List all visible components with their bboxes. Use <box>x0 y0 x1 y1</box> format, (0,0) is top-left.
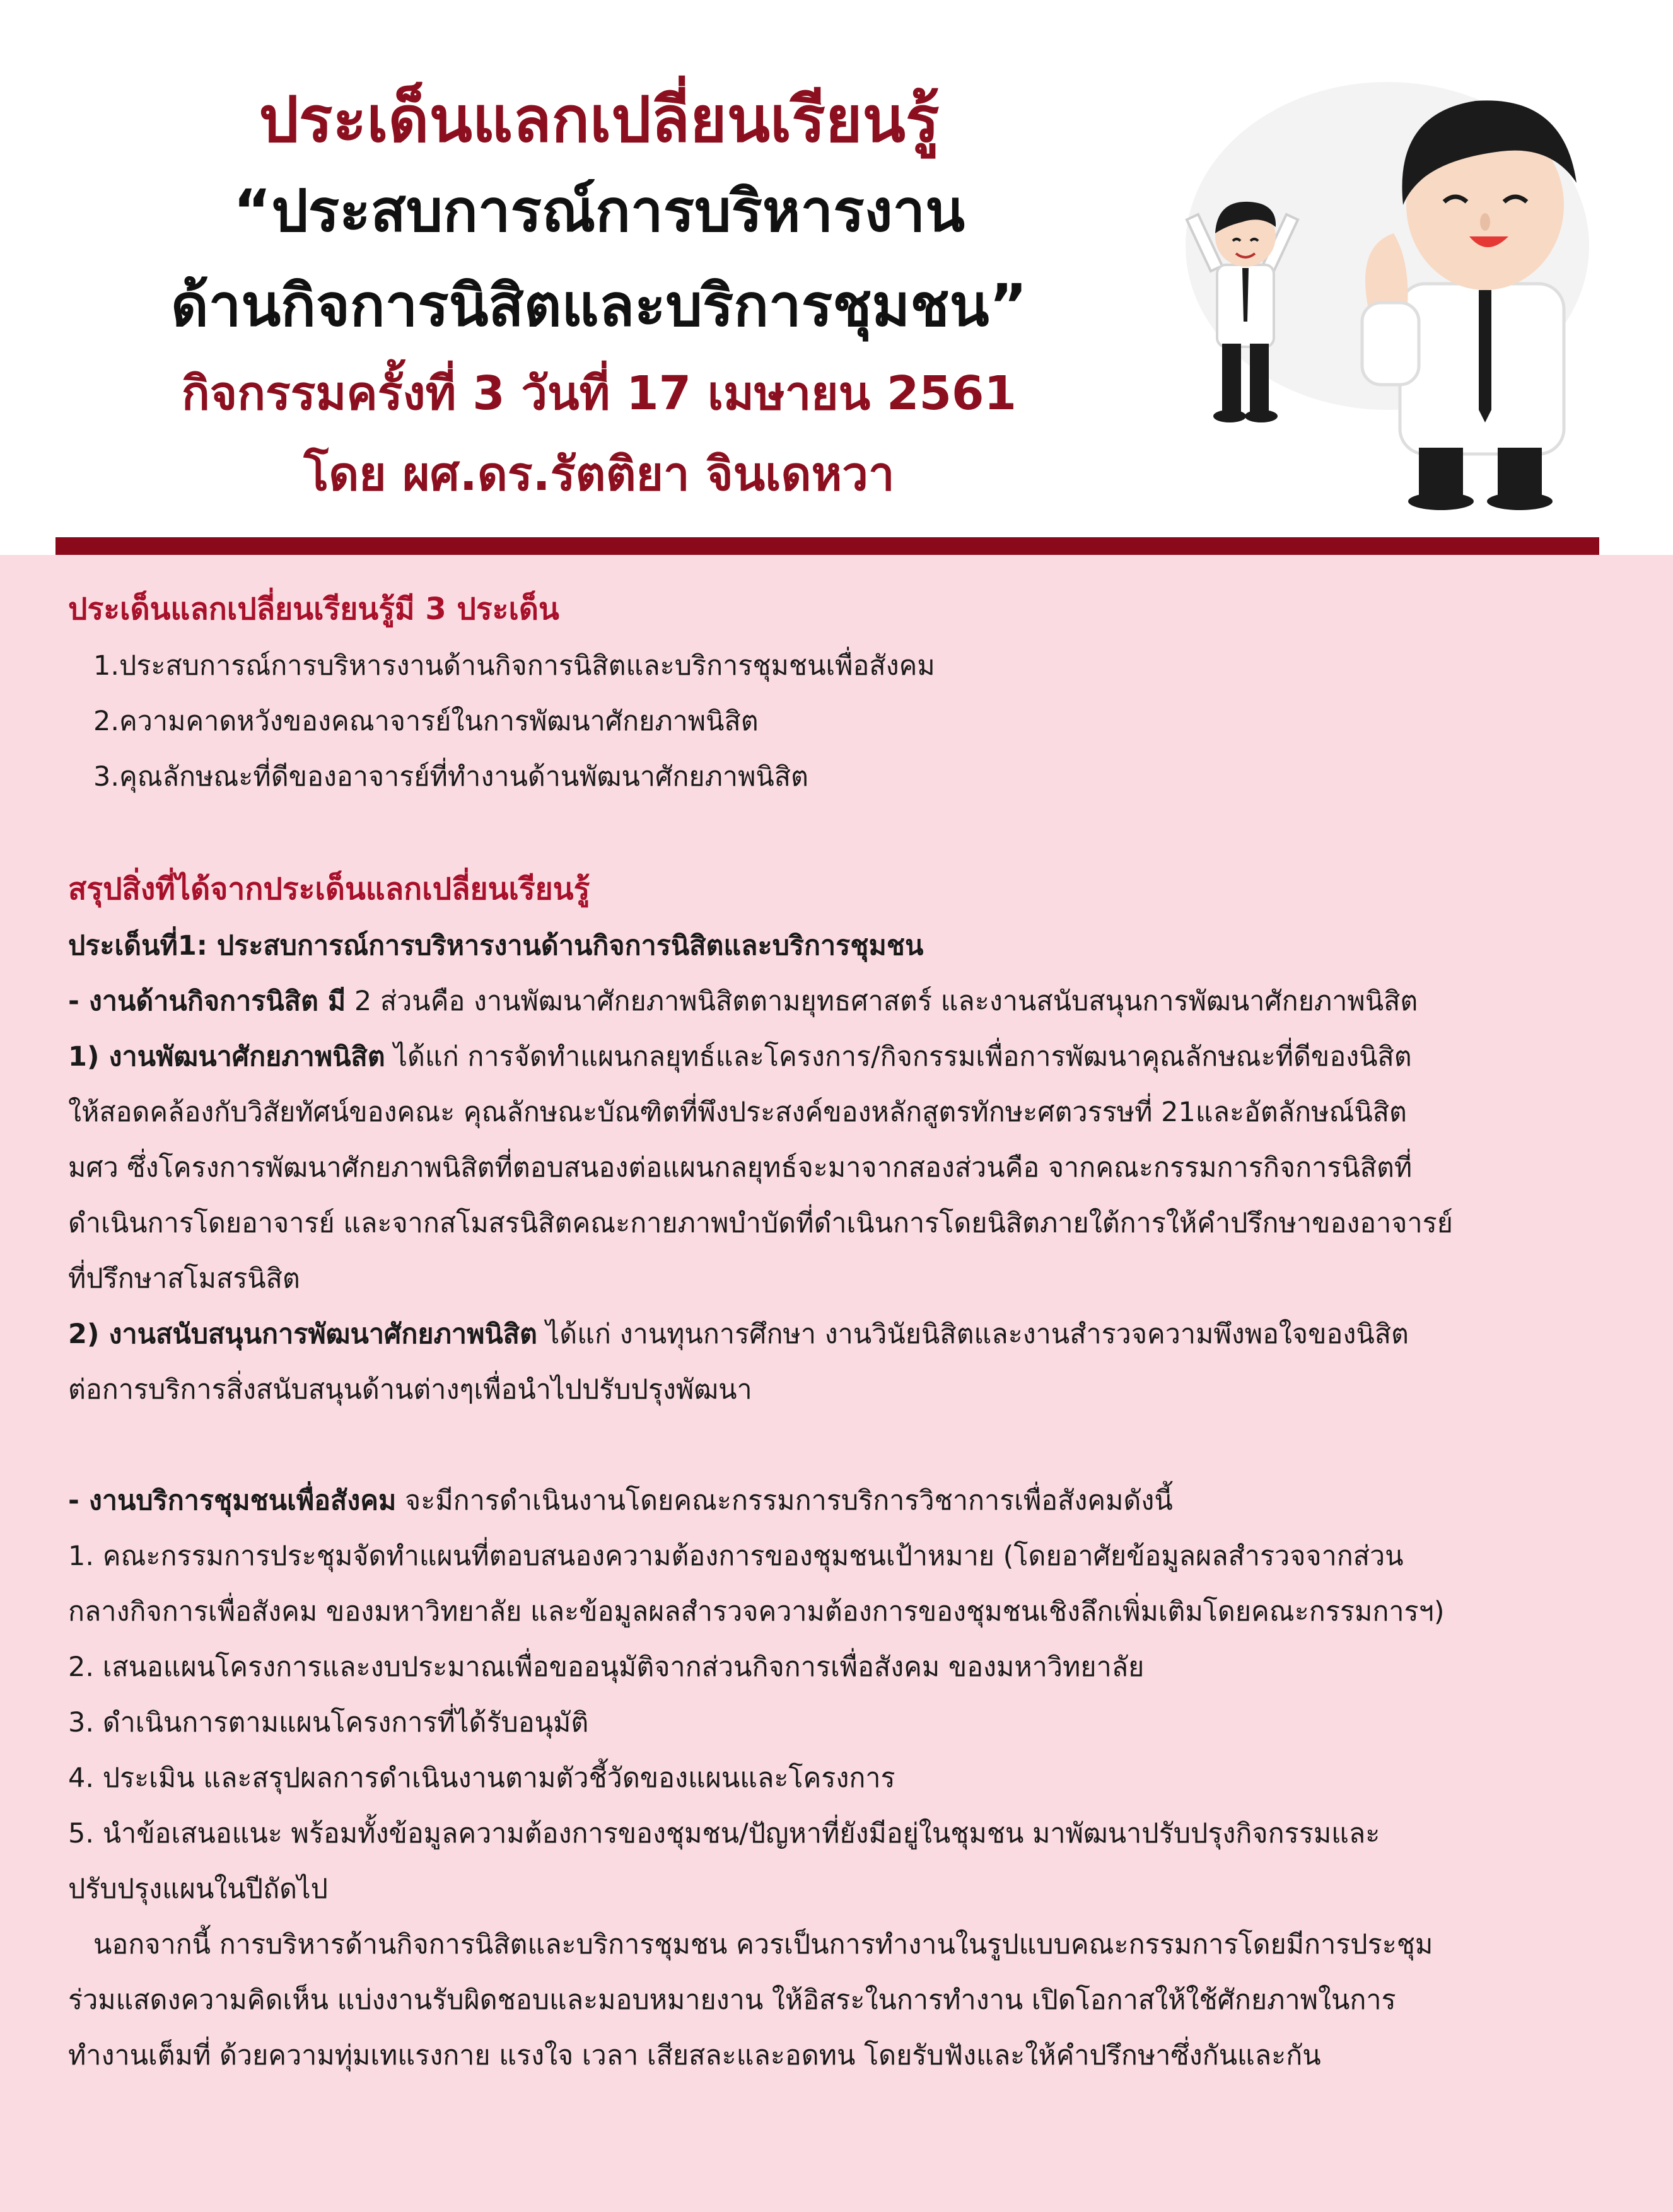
closing-line: นอกจากนี้ การบริหารด้านกิจการนิสิตและบริการชุมชน ควรเป็นการทำงานในรูปแบบคณะกรรมการโดยมีการประชุม <box>93 1929 1433 1960</box>
content-panel <box>0 555 1673 2212</box>
development-text: ได้แก่ การจัดทำแผนกลยุทธ์และโครงการ/กิจกรรมเพื่อการพัฒนาคุณลักษณะที่ดีของนิสิต <box>385 1041 1412 1073</box>
community-lead <box>68 1473 1619 1528</box>
community-step: 3. ดำเนินการตามแผนโครงการที่ได้รับอนุมัติ <box>68 1707 589 1738</box>
student-affairs-text: 2 ส่วนคือ งานพัฒนาศักยภาพนิสิตตามยุทธศาสตร์ และงานสนับสนุนการพัฒนาศักยภาพนิสิต <box>346 986 1418 1017</box>
paragraph-line: มศว ซึ่งโครงการพัฒนาศักยภาพนิสิตที่ตอบสนองต่อแผนกลยุทธ์จะมาจากสองส่วนคือ จากคณะกรรมการกิจการนิสิตที่ <box>68 1152 1413 1184</box>
paragraph-line: ต่อการบริการสิ่งสนับสนุนด้านต่างๆเพื่อนำไปปรับปรุงพัฒนา <box>68 1374 752 1406</box>
community-step: ปรับปรุงแผนในปีถัดไป <box>68 1873 328 1905</box>
student-affairs-label: - งานด้านกิจการนิสิต มี <box>68 986 346 1017</box>
section-divider <box>55 537 1599 555</box>
student-affairs-lead <box>68 974 1619 1029</box>
paragraph-line: ที่ปรึกษาสโมสรนิสิต <box>68 1263 300 1295</box>
community-step: 2. เสนอแผนโครงการและงบประมาณเพื่อขออนุมัติจากส่วนกิจการเพื่อสังคม ของมหาวิทยาลัย <box>68 1651 1145 1683</box>
community-step: 4. ประเมิน และสรุปผลการดำเนินงานตามตัวชี้วัดของแผนและโครงการ <box>68 1762 895 1794</box>
development-paragraph <box>68 1029 1619 1085</box>
community-step: กลางกิจการเพื่อสังคม ของมหาวิทยาลัย และข้อมูลผลสำรวจความต้องการของชุมชนเชิงลึกเพิ่มเติมโดยคณะกรรมการฯ) <box>68 1596 1445 1627</box>
paragraph-line: ให้สอดคล้องกับวิสัยทัศน์ของคณะ คุณลักษณะบัณฑิตที่พึงประสงค์ของหลักสูตรทักษะศตวรรษที่ 21และอัตลักษณ์นิสิต <box>68 1097 1407 1128</box>
topic-item: 3.คุณลักษณะที่ดีของอาจารย์ที่ทำงานด้านพัฒนาศักยภาพนิสิต <box>93 761 808 793</box>
closing-line: ทำงานเต็มที่ ด้วยความทุ่มเทแรงกาย แรงใจ เวลา เสียสละและอดทน โดยรับฟังและให้คำปรึกษาซึ่งกันและกัน <box>68 2040 1321 2071</box>
support-label: 2) งานสนับสนุนการพัฒนาศักยภาพนิสิต <box>68 1318 537 1350</box>
issue-1-heading: ประเด็นที่1: ประสบการณ์การบริหารงานด้านกิจการนิสิตและบริการชุมชน <box>68 930 924 962</box>
topic-item: 1.ประสบการณ์การบริหารงานด้านกิจการนิสิตและบริการชุมชนเพื่อสังคม <box>93 650 935 682</box>
support-text: ได้แก่ งานทุนการศึกษา งานวินัยนิสิตและงานสำรวจความพึงพอใจของนิสิต <box>537 1318 1409 1350</box>
support-paragraph <box>68 1307 1619 1362</box>
community-label: - งานบริการชุมชนเพื่อสังคม <box>68 1485 397 1516</box>
subtitle-line-2: ด้านกิจการนิสิตและบริการชุมชน” <box>170 272 1028 339</box>
community-text: จะมีการดำเนินงานโดยคณะกรรมการบริการวิชาการเพื่อสังคมดังนี้ <box>396 1485 1173 1516</box>
header <box>0 0 1673 539</box>
speaker-name: โดย ผศ.ดร.รัตติยา จินเดหวา <box>303 447 895 501</box>
activity-date: กิจกรรมครั้งที่ 3 วันที่ 17 เมษายน 2561 <box>182 366 1017 421</box>
community-step: 5. นำข้อเสนอแนะ พร้อมทั้งข้อมูลความต้องการของชุมชน/ปัญหาที่ยังมีอยู่ในชุมชน มาพัฒนาปรับปรุงกิจกรรมและ <box>68 1818 1380 1849</box>
paragraph-line: ดำเนินการโดยอาจารย์ และจากสโมสรนิสิตคณะกายภาพบำบัดที่ดำเนินการโดยนิสิตภายใต้การให้คำปรึกษาของอาจารย์ <box>68 1208 1453 1239</box>
page-title: ประเด็นแลกเปลี่ยนเรียนรู้ <box>259 83 940 156</box>
subtitle-line-1: “ประสบการณ์การบริหารงาน <box>233 177 965 245</box>
topics-heading: ประเด็นแลกเปลี่ยนเรียนรู้มี 3 ประเด็น <box>68 591 559 627</box>
community-step: 1. คณะกรรมการประชุมจัดทำแผนที่ตอบสนองความต้องการของชุมชนเป้าหมาย (โดยอาศัยข้อมูลผลสำรวจจากส่วน <box>68 1540 1404 1572</box>
closing-line: ร่วมแสดงความคิดเห็น แบ่งงานรับผิดชอบและมอบหมายงาน ให้อิสระในการทำงาน เปิดโอกาสให้ใช้ศักยภาพในการ <box>68 1984 1396 2016</box>
title-block <box>63 76 1135 515</box>
content-body <box>68 580 1619 2083</box>
summary-heading: สรุปสิ่งที่ได้จากประเด็นแลกเปลี่ยนเรียนรู้ <box>68 871 590 907</box>
topic-item: 2.ความคาดหวังของคณาจารย์ในการพัฒนาศักยภาพนิสิต <box>93 706 759 737</box>
businessman-illustration <box>1148 57 1614 511</box>
development-label: 1) งานพัฒนาศักยภาพนิสิต <box>68 1041 385 1073</box>
